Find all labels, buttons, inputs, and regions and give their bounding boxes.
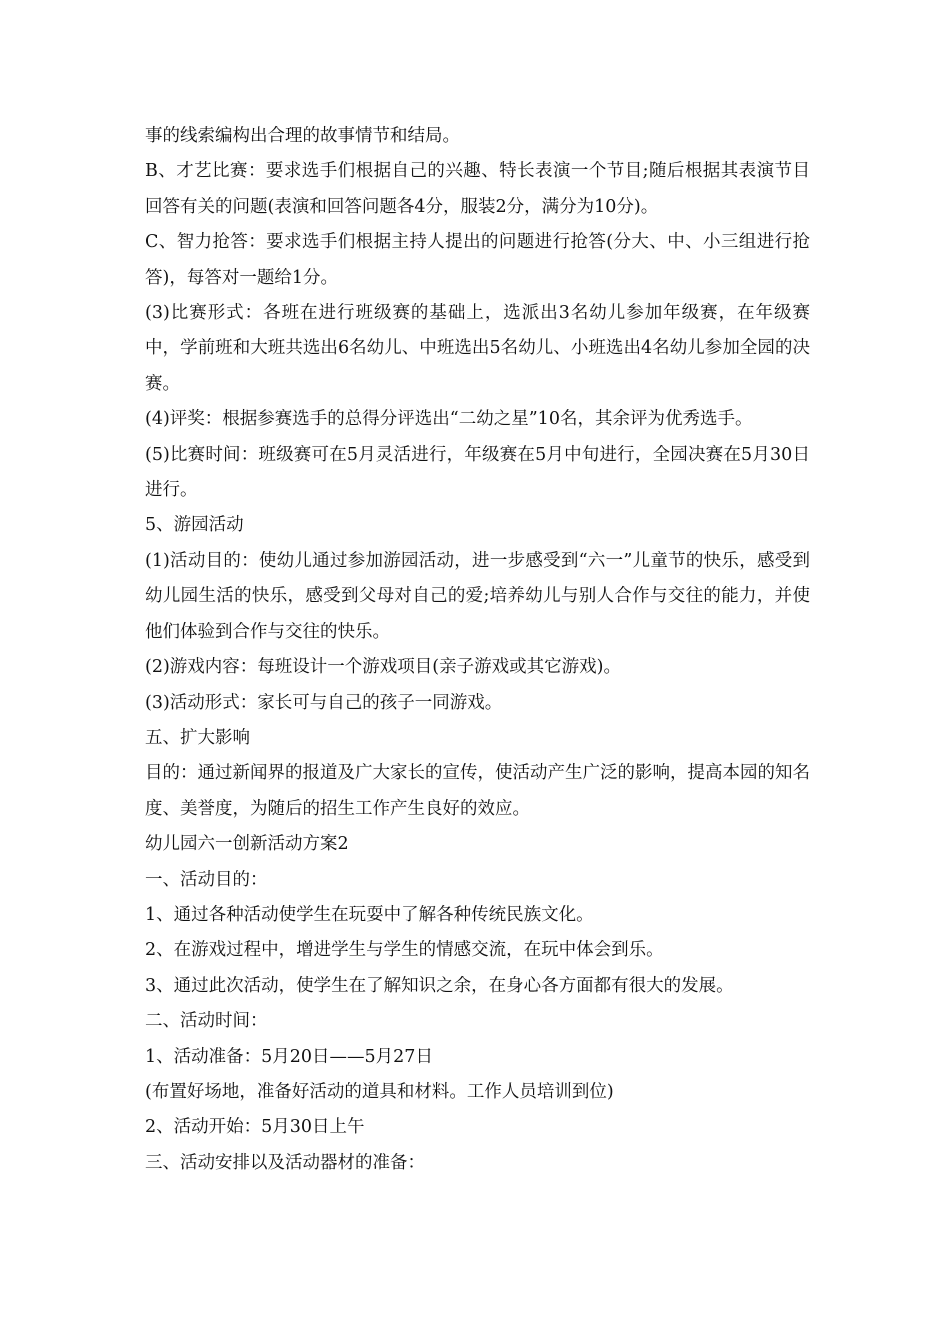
paragraph: 2、在游戏过程中，增进学生与学生的情感交流，在玩中体会到乐。 xyxy=(145,940,664,961)
document-title: 幼儿园六一创新活动方案2 xyxy=(145,834,349,855)
paragraph: 目的：通过新闻界的报道及广大家长的宣传，使活动产生广泛的影响，提高本园的知名度、美誉度，为随后的招生工作产生良好的效应。 xyxy=(145,763,810,819)
paragraph: C、智力抢答：要求选手们根据主持人提出的问题进行抢答(分大、中、小三组进行抢答)，每答对一题给1分。 xyxy=(145,232,810,288)
paragraph: (5)比赛时间：班级赛可在5月灵活进行，年级赛在5月中旬进行，全园决赛在5月30日进行。 xyxy=(145,444,810,501)
paragraph: 1、通过各种活动使学生在玩耍中了解各种传统民族文化。 xyxy=(145,904,594,925)
paragraph: B、才艺比赛：要求选手们根据自己的兴趣、特长表演一个节目;随后根据其表演节目回答有关的问题(表演和回答问题各4分，服装2分，满分为10分)。 xyxy=(145,161,810,217)
paragraph: (1)活动目的：使幼儿通过参加游园活动，进一步感受到“六一”儿童节的快乐，感受到幼儿园生活的快乐，感受到父母对自己的爱;培养幼儿与别人合作与交往的能力，并使他们体验到合作与交往的快乐。 xyxy=(145,550,810,642)
paragraph: (3)比赛形式：各班在进行班级赛的基础上，选派出3名幼儿参加年级赛，在年级赛中，学前班和大班共选出6名幼儿、中班选出5名幼儿、小班选出4名幼儿参加全园的决赛。 xyxy=(145,303,810,394)
paragraph: (2)游戏内容：每班设计一个游戏项目(亲子游戏或其它游戏)。 xyxy=(145,657,621,678)
section-heading: 二、活动时间： xyxy=(145,1011,268,1032)
document-body xyxy=(145,119,810,1181)
paragraph: (3)活动形式：家长可与自己的孩子一同游戏。 xyxy=(145,692,503,713)
paragraph: 1、活动准备：5月20日——5月27日 xyxy=(145,1046,433,1067)
paragraph: (4)评奖：根据参赛选手的总得分评选出“二幼之星”10名，其余评为优秀选手。 xyxy=(145,409,753,430)
section-heading: 五、扩大影响 xyxy=(145,727,250,748)
paragraph: 2、活动开始：5月30日上午 xyxy=(145,1117,365,1138)
section-heading: 一、活动目的： xyxy=(145,869,268,890)
paragraph: (布置好场地，准备好活动的道具和材料。工作人员培训到位) xyxy=(145,1081,614,1102)
paragraph: 事的线索编构出合理的故事情节和结局。 xyxy=(145,126,460,146)
paragraph: 3、通过此次活动，使学生在了解知识之余，在身心各方面都有很大的发展。 xyxy=(145,975,734,996)
section-heading: 5、游园活动 xyxy=(145,515,244,536)
section-heading: 三、活动安排以及活动器材的准备： xyxy=(145,1152,425,1173)
